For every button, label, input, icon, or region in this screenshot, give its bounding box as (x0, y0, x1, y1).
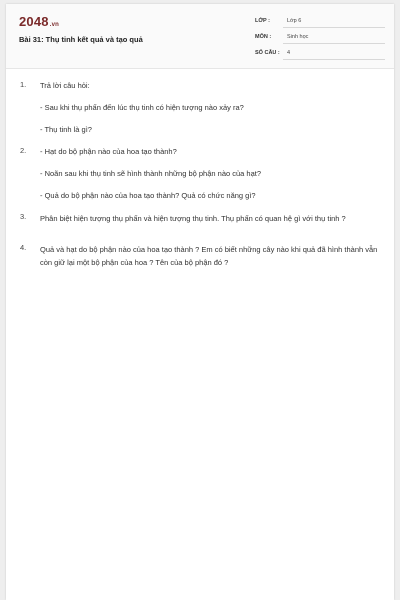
meta-row-subject (255, 32, 385, 45)
question-number: 1. (20, 80, 27, 89)
question-2 (20, 146, 384, 201)
logo-main: 2048 (19, 14, 49, 29)
meta-value-subject: Sinh học (283, 34, 385, 44)
question-line: - Noãn sau khi thụ tinh sẽ hình thành những bộ phận nào của hạt? (40, 169, 262, 178)
meta-label-count: SỐ CÂU : (255, 50, 280, 56)
question-text: Phân biệt hiện tượng thụ phấn và hiện tượng thụ tinh. Thụ phấn có quan hệ gì với thụ tinh ? (40, 214, 346, 223)
question-1 (20, 80, 384, 135)
meta-value-class: Lớp 6 (283, 18, 385, 28)
question-line: Trả lời câu hỏi: (40, 81, 90, 90)
question-text: Quả và hạt do bộ phận nào của hoa tạo thành ? Em có biết những cây nào khi quả đã hình thành vẫn còn giữ lại một bộ phận của hoa ? Tên của bộ phận đó ? (40, 245, 378, 267)
lesson-title: Bài 31: Thụ tinh kết quả và tạo quả (19, 35, 143, 44)
question-number: 3. (20, 212, 27, 221)
meta-value-count: 4 (283, 50, 385, 60)
worksheet-page (6, 4, 394, 600)
question-line: - Thụ tinh là gì? (40, 125, 92, 134)
worksheet-header (6, 4, 394, 69)
question-number: 4. (20, 243, 27, 252)
logo-suffix: .vn (49, 22, 60, 28)
question-4 (20, 243, 384, 269)
site-logo[interactable] (19, 14, 59, 29)
question-line: - Sau khi thụ phấn đến lúc thụ tinh có hiện tượng nào xảy ra? (40, 103, 244, 112)
meta-label-class: LỚP : (255, 18, 270, 24)
question-number: 2. (20, 146, 27, 155)
question-line: - Quả do bộ phận nào của hoa tạo thành? Quả có chức năng gì? (40, 191, 256, 200)
meta-info (255, 16, 385, 64)
meta-row-class (255, 16, 385, 29)
meta-label-subject: MÔN : (255, 34, 272, 40)
question-3 (20, 212, 384, 225)
questions-list (20, 80, 384, 287)
question-line: - Hạt do bộ phận nào của hoa tạo thành? (40, 147, 177, 156)
meta-row-count (255, 48, 385, 61)
